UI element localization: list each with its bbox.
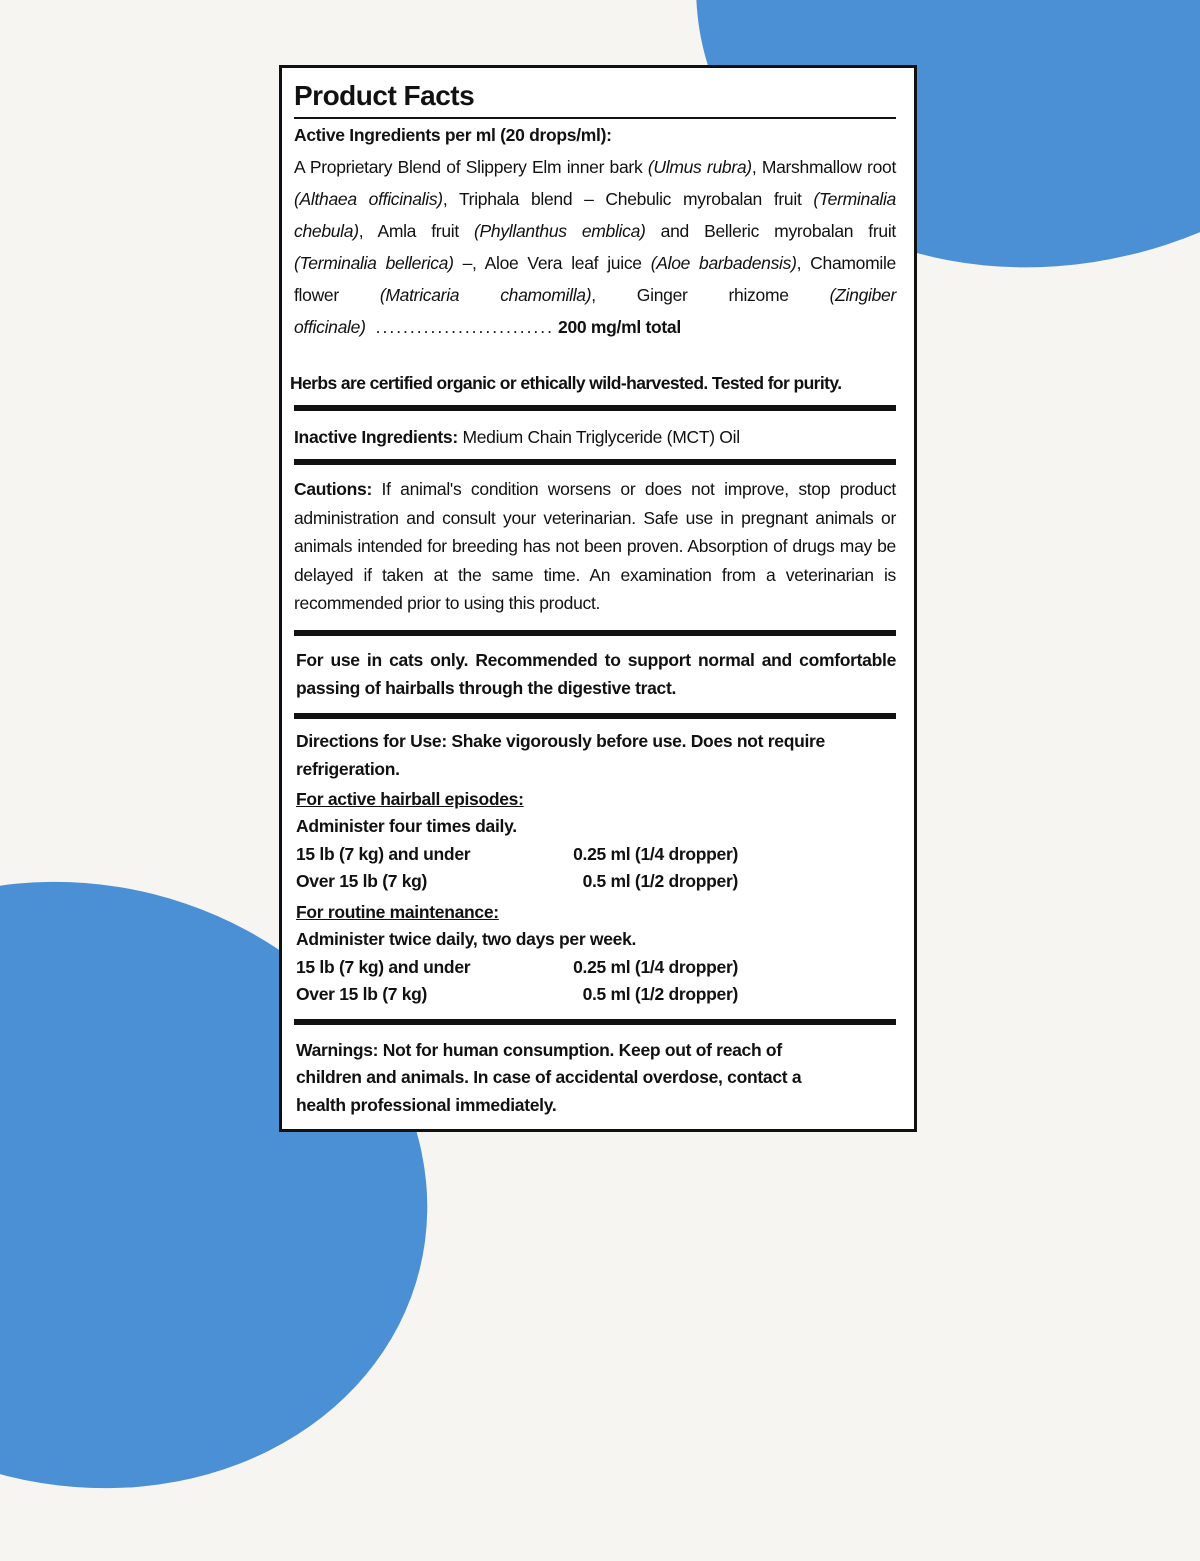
dose-row: 15 lb (7 kg) and under 0.25 ml (1/4 dropper) (296, 956, 738, 977)
product-facts-title: Product Facts (294, 80, 475, 111)
directions-section (296, 727, 896, 1009)
certified-statement: Herbs are certified organic or ethically wild-harvested. Tested for purity. (290, 373, 842, 393)
inactive-ingredients: Inactive Ingredients: Medium Chain Triglyceride (MCT) Oil (294, 427, 740, 447)
active-ingredients-text: A Proprietary Blend of Slippery Elm inner bark (Ulmus rubra), Marshmallow root (Althaea officinalis), Triphala blend – Chebulic myrobalan fruit (Terminalia chebula), Amla fruit (Phyllanthus emblica) and Belleric myrobalan fruit (Terminalia bellerica) –, Aloe Vera leaf juice (Aloe barbadensis), Chamomile flower (Matricaria chamomilla), Ginger rhizome (Zingiber officinale) .......................... 200 mg/ml total (294, 157, 897, 337)
directions-intro: Directions for Use: Shake vigorously before use. Does not require refrigeration. (296, 730, 825, 779)
warnings-text: Warnings: Not for human consumption. Keep out of reach of children and animals. In case of accidental overdose, contact a health professional immediately. (296, 1039, 802, 1115)
cautions-text: Cautions: If animal's condition worsens or does not improve, stop product administration and consult your veterinarian. Safe use in pregnant animals or animals intended for breeding has not been proven. Absorption of drugs may be delayed if taken at the same time. An examination from a veterinarian is recommended prior to using this product. (294, 479, 896, 613)
product-facts-panel (279, 65, 917, 1132)
active-episodes-heading: For active hairball episodes: (296, 788, 524, 809)
divider (294, 405, 896, 411)
divider (294, 713, 896, 719)
ginger-latin: (Zingiber officinale) (294, 285, 896, 337)
leader-dots: .......................... (375, 317, 555, 337)
routine-maintenance-heading: For routine maintenance: (296, 901, 499, 922)
divider (294, 630, 896, 636)
total-amount: 200 mg/ml total (558, 317, 681, 337)
dose-row: Over 15 lb (7 kg) 0.5 ml (1/2 dropper) (296, 984, 738, 1004)
routine-frequency: Administer twice daily, two days per week. (296, 929, 637, 949)
usage-statement: For use in cats only. Recommended to support normal and comfortable passing of hairballs through the digestive tract. (296, 649, 896, 698)
active-frequency: Administer four times daily. (296, 816, 517, 836)
dose-row: Over 15 lb (7 kg) 0.5 ml (1/2 dropper) (296, 871, 738, 891)
active-ingredients-heading: Active Ingredients per ml (20 drops/ml): (294, 125, 612, 145)
dose-row: 15 lb (7 kg) and under 0.25 ml (1/4 dropper) (296, 843, 738, 864)
divider (294, 459, 896, 465)
divider (294, 1019, 896, 1025)
